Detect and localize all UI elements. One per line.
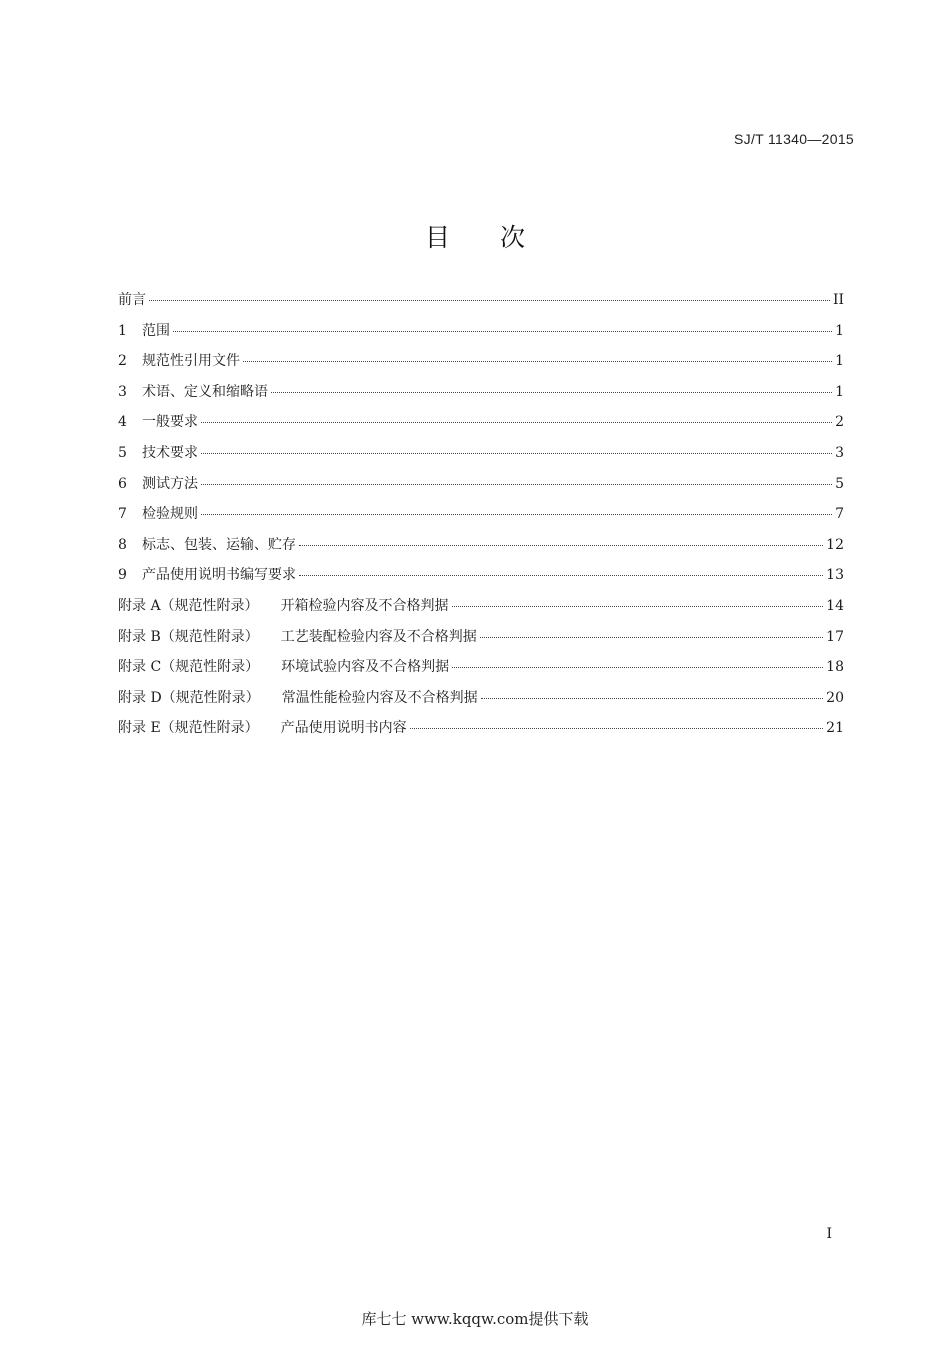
dot-leader: [299, 545, 823, 546]
toc-entry-number: 4: [118, 414, 127, 431]
toc-entry-number: 2: [118, 353, 127, 370]
toc-entry-number: 8: [118, 536, 127, 553]
toc-entry-annex-c[interactable]: [118, 657, 844, 688]
dot-leader: [173, 331, 832, 332]
toc-entry-annex-d[interactable]: [118, 688, 844, 719]
toc-entry-page: II: [832, 292, 844, 308]
toc-entry-7[interactable]: [118, 504, 844, 535]
page-number: I: [826, 1226, 832, 1242]
toc-entry-1[interactable]: [118, 321, 844, 352]
toc-entry-subtitle: 开箱检验内容及不合格判据: [280, 597, 449, 614]
toc-entry-number: 3: [118, 383, 127, 400]
download-footer: 库七七 www.kqqw.com提供下载: [361, 1310, 589, 1328]
toc-entry-8[interactable]: [118, 535, 844, 566]
toc-entry-label: 标志、包装、运输、贮存: [142, 536, 296, 553]
toc-entry-annex-e[interactable]: [118, 718, 844, 749]
dot-leader: [452, 606, 824, 607]
dot-leader: [201, 453, 832, 454]
toc-entry-label: 附录 D（规范性附录）: [118, 689, 260, 706]
toc-entry-label: 术语、定义和缩略语: [142, 383, 268, 400]
toc-entry-label: 产品使用说明书编写要求: [142, 567, 296, 584]
toc-entry-subtitle: 常温性能检验内容及不合格判据: [281, 689, 478, 706]
dot-leader: [480, 637, 823, 638]
toc-entry-page: 20: [826, 689, 844, 706]
toc-entry-2[interactable]: [118, 351, 844, 382]
toc-entry-label: 规范性引用文件: [142, 353, 240, 370]
toc-entry-label: 附录 B（规范性附录）: [118, 628, 259, 645]
table-of-contents: [118, 290, 844, 749]
toc-entry-5[interactable]: [118, 443, 844, 474]
toc-entry-number: 1: [118, 322, 127, 339]
toc-entry-label: 一般要求: [142, 414, 198, 431]
dot-leader: [299, 575, 823, 576]
document-code: SJ/T 11340—2015: [734, 131, 854, 147]
toc-entry-page: 12: [826, 536, 844, 553]
toc-entry-label: 附录 C（规范性附录）: [118, 659, 260, 676]
toc-entry-label: 附录 E（规范性附录）: [118, 720, 259, 737]
toc-entry-page: 18: [826, 659, 844, 676]
toc-entry-3[interactable]: [118, 382, 844, 413]
toc-entry-label: 范围: [142, 322, 170, 339]
toc-entry-number: 7: [118, 506, 127, 523]
toc-entry-number: 5: [118, 444, 127, 461]
dot-leader: [201, 422, 832, 423]
toc-entry-subtitle: 产品使用说明书内容: [280, 720, 407, 737]
toc-entry-subtitle: 环境试验内容及不合格判据: [281, 659, 450, 676]
toc-entry-page: 17: [826, 628, 844, 645]
toc-entry-page: 1: [835, 353, 844, 370]
toc-entry-annex-b[interactable]: [118, 627, 844, 658]
toc-entry-foreword[interactable]: [118, 290, 844, 321]
toc-entry-label: 前言: [118, 292, 146, 308]
toc-entry-page: 1: [835, 383, 844, 400]
dot-leader: [201, 484, 832, 485]
toc-entry-page: 5: [835, 475, 844, 492]
toc-entry-label: 检验规则: [142, 506, 198, 523]
toc-entry-page: 1: [835, 322, 844, 339]
dot-leader: [149, 300, 830, 301]
dot-leader: [271, 392, 832, 393]
toc-entry-9[interactable]: [118, 565, 844, 596]
toc-entry-6[interactable]: [118, 474, 844, 505]
toc-entry-page: 13: [826, 567, 844, 584]
toc-entry-page: 14: [826, 597, 844, 614]
toc-entry-page: 7: [835, 506, 844, 523]
dot-leader: [243, 361, 832, 362]
toc-entry-label: 附录 A（规范性附录）: [118, 597, 259, 614]
toc-entry-number: 6: [118, 475, 127, 492]
toc-entry-page: 21: [826, 720, 844, 737]
page-title: 目次: [424, 223, 575, 252]
dot-leader: [452, 667, 823, 668]
toc-entry-subtitle: 工艺装配检验内容及不合格判据: [280, 628, 477, 645]
toc-entry-page: 2: [835, 414, 844, 431]
dot-leader: [410, 728, 824, 729]
dot-leader: [201, 514, 832, 515]
toc-entry-annex-a[interactable]: [118, 596, 844, 627]
toc-entry-page: 3: [835, 444, 844, 461]
dot-leader: [481, 698, 823, 699]
toc-entry-number: 9: [118, 567, 127, 584]
toc-entry-label: 测试方法: [142, 475, 198, 492]
toc-entry-label: 技术要求: [142, 444, 198, 461]
toc-entry-4[interactable]: [118, 412, 844, 443]
